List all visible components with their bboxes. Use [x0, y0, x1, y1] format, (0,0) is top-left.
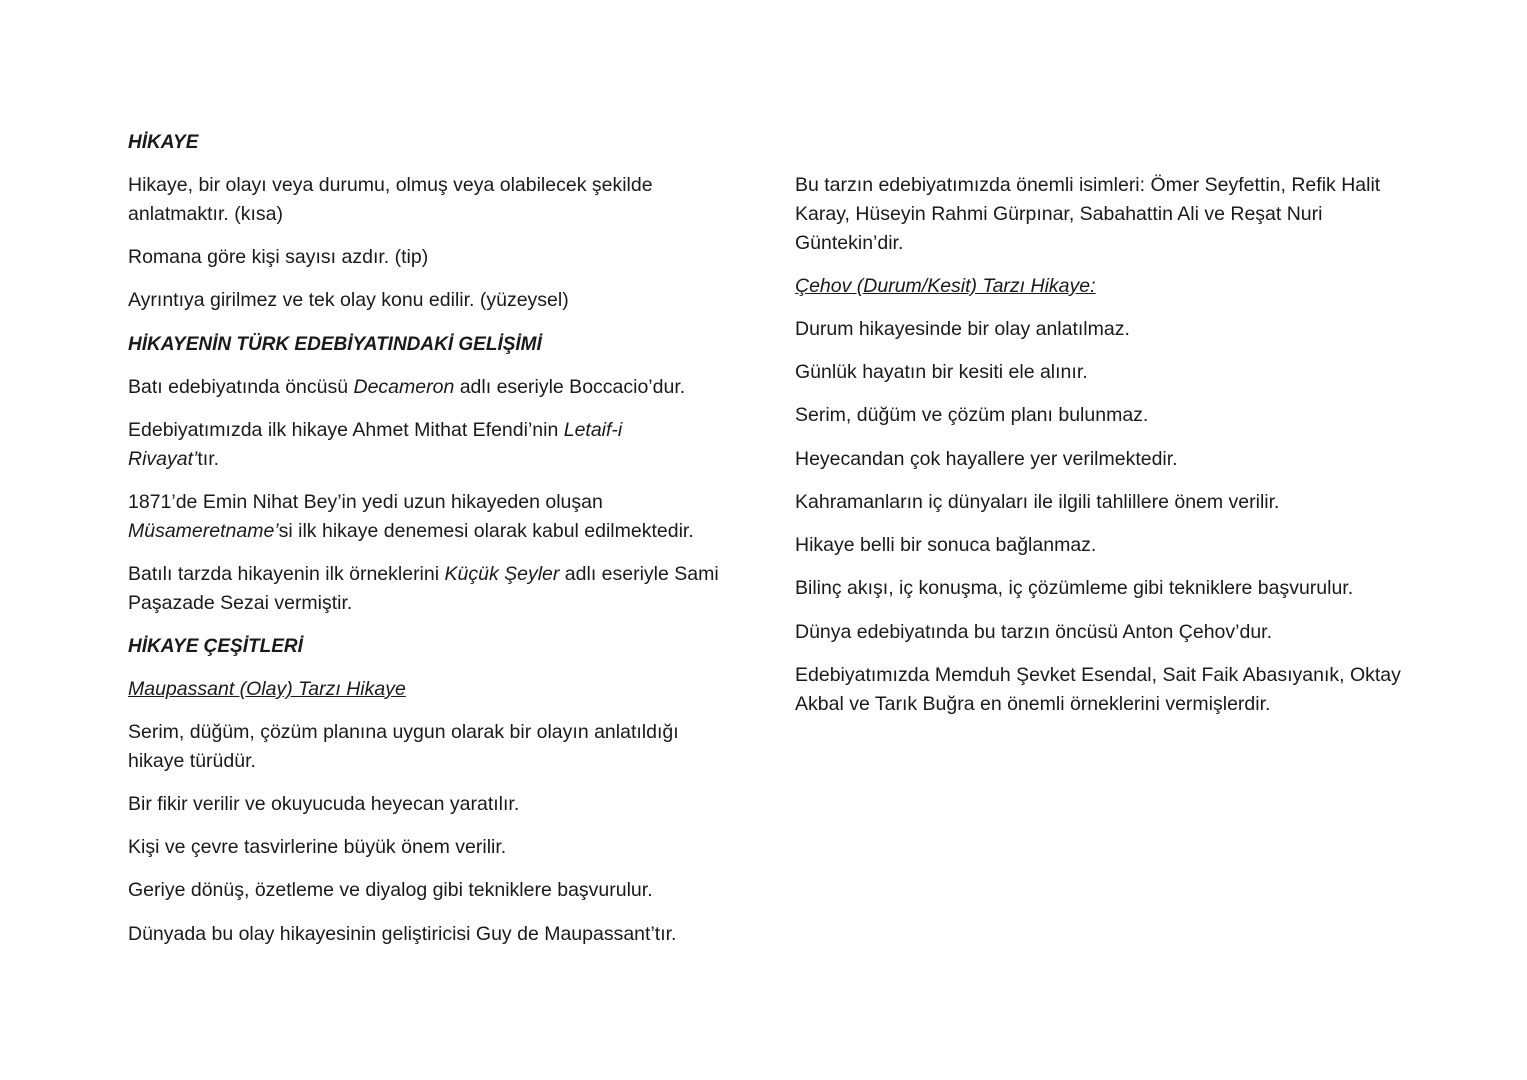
paragraph-chekhov-5: Kahramanların iç dünyaları ile ilgili tahlillere önem verilir.	[795, 491, 1280, 513]
section-heading-development: HİKAYENİN TÜRK EDEBİYATINDAKİ GELİŞİMİ	[128, 334, 542, 355]
paragraph-line: Bu tarzın edebiyatımızda önemli isimleri: Ömer Seyfettin, Refik Halit	[795, 174, 1381, 196]
paragraph-maupassant-description: Kişi ve çevre tasvirlerine büyük önem verilir.	[128, 836, 507, 858]
paragraph-musameretname	[128, 488, 768, 546]
text-run: Batılı tarzda hikayenin ilk örneklerini	[128, 563, 445, 585]
book-title-decameron: Decameron	[353, 376, 455, 398]
paragraph-line: hikaye türüdür.	[128, 750, 256, 772]
section-heading-types: HİKAYE ÇEŞİTLERİ	[128, 636, 303, 657]
paragraph-maupassant-developer: Dünyada bu olay hikayesinin geliştiricisi Guy de Maupassant’tır.	[128, 923, 677, 945]
paragraph-chekhov-7: Bilinç akışı, iç konuşma, iç çözümleme gibi tekniklere başvurulur.	[795, 577, 1354, 599]
paragraph-maupassant-idea: Bir fikir verilir ve okuyucuda heyecan yaratılır.	[128, 793, 520, 815]
paragraph-chekhov-1: Durum hikayesinde bir olay anlatılmaz.	[795, 318, 1130, 340]
paragraph-first-story	[128, 416, 768, 474]
paragraph-character-count: Romana göre kişi sayısı azdır. (tip)	[128, 246, 429, 268]
paragraph-maupassant-techniques: Geriye dönüş, özetleme ve diyalog gibi tekniklere başvurulur.	[128, 879, 653, 901]
paragraph-chekhov-authors	[795, 661, 1435, 719]
page-title: HİKAYE	[128, 132, 199, 153]
paragraph-chekhov-2: Günlük hayatın bir kesiti ele alınır.	[795, 361, 1088, 383]
paragraph-chekhov-8: Dünya edebiyatında bu tarzın öncüsü Anton Çehov’dur.	[795, 621, 1272, 643]
text-run: si ilk hikaye denemesi olarak kabul edilmektedir.	[278, 520, 694, 542]
paragraph-detail: Ayrıntıya girilmez ve tek olay konu edilir. (yüzeysel)	[128, 289, 569, 311]
paragraph-western-style	[128, 560, 768, 618]
paragraph-line: Hikaye, bir olayı veya durumu, olmuş veya olabilecek şekilde	[128, 174, 653, 196]
text-run: tır.	[197, 448, 220, 470]
paragraph-chekhov-6: Hikaye belli bir sonuca bağlanmaz.	[795, 534, 1097, 556]
paragraph-line: Edebiyatımızda Memduh Şevket Esendal, Sait Faik Abasıyanık, Oktay	[795, 664, 1401, 686]
paragraph-western-pioneer	[128, 373, 768, 402]
book-title-rivayat: Rivayat’	[128, 448, 198, 470]
paragraph-line: 1871’de Emin Nihat Bey’in yedi uzun hikayeden oluşan	[128, 491, 603, 513]
subheading-maupassant: Maupassant (Olay) Tarzı Hikaye	[128, 678, 406, 700]
paragraph-maupassant-plan	[128, 718, 768, 776]
paragraph-line: Paşazade Sezai vermiştir.	[128, 592, 353, 614]
paragraph-line: Karay, Hüseyin Rahmi Gürpınar, Sabahattin Ali ve Reşat Nuri	[795, 203, 1323, 225]
paragraph-maupassant-authors	[795, 171, 1435, 258]
paragraph-line: Serim, düğüm, çözüm planına uygun olarak bir olayın anlatıldığı	[128, 721, 679, 743]
book-title-kucuk-seyler: Küçük Şeyler	[444, 563, 560, 585]
subheading-chekhov: Çehov (Durum/Kesit) Tarzı Hikaye:	[795, 275, 1096, 297]
text-run: Edebiyatımızda ilk hikaye Ahmet Mithat Efendi’nin	[128, 419, 564, 441]
paragraph-line: anlatmaktır. (kısa)	[128, 203, 283, 225]
book-title-musameretname: Müsameretname’	[128, 520, 279, 542]
paragraph-definition	[128, 171, 768, 229]
text-run: Batı edebiyatında öncüsü	[128, 376, 354, 398]
text-run: adlı eseriyle Sami	[559, 563, 719, 585]
paragraph-chekhov-4: Heyecandan çok hayallere yer verilmektedir.	[795, 448, 1178, 470]
text-run: adlı eseriyle Boccacio’dur.	[454, 376, 686, 398]
book-title-letaif: Letaif-i	[563, 419, 623, 441]
paragraph-chekhov-3: Serim, düğüm ve çözüm planı bulunmaz.	[795, 404, 1149, 426]
paragraph-line: Akbal ve Tarık Buğra en önemli örneklerini vermişlerdir.	[795, 693, 1271, 715]
paragraph-line: Güntekin’dir.	[795, 232, 904, 254]
